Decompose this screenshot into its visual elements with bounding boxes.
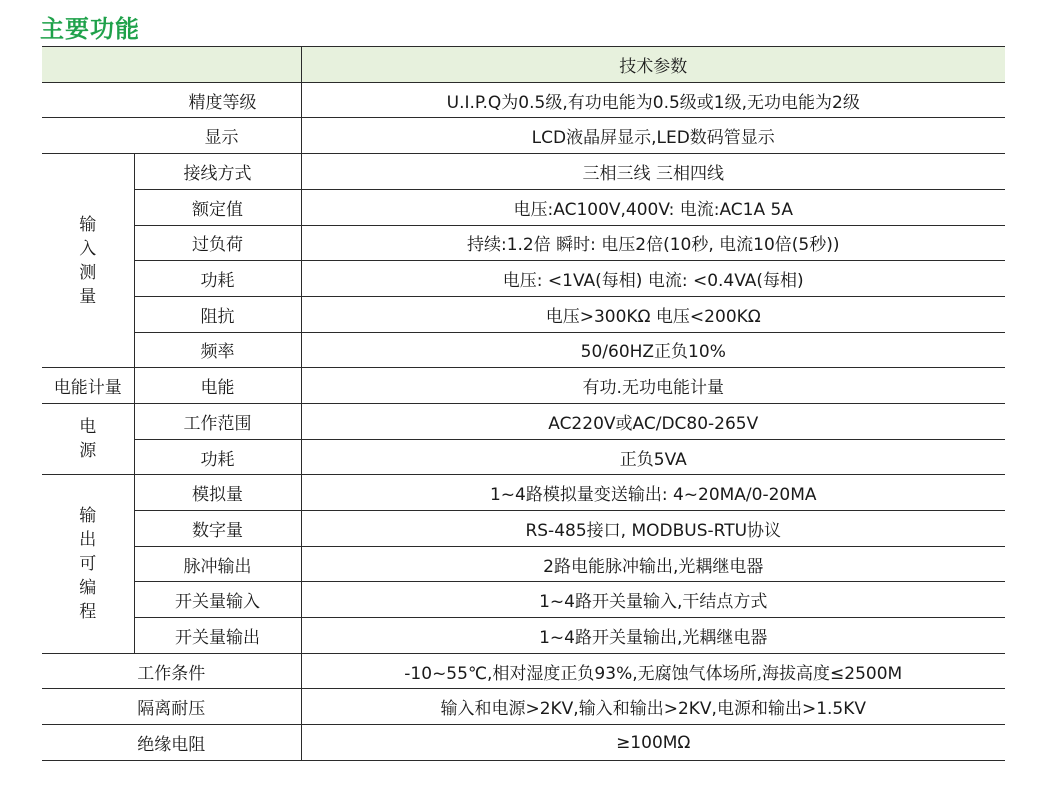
row-label: 电能 (134, 368, 301, 404)
group-label-input (42, 154, 134, 368)
row-value: AC220V或AC/DC80-265V (301, 403, 1005, 439)
table-row (42, 296, 1005, 332)
group-label-energy: 电能计量 (42, 368, 134, 404)
row-label: 接线方式 (134, 154, 301, 190)
row-label: 隔离耐压 (42, 689, 301, 725)
row-value: 1~4路开关量输出,光耦继电器 (301, 618, 1005, 654)
row-label: 精度等级 (42, 82, 301, 118)
row-value: 正负5VA (301, 439, 1005, 475)
row-label: 绝缘电阻 (42, 725, 301, 761)
row-label: 数字量 (134, 511, 301, 547)
group-label-text: 电源 (79, 417, 97, 462)
row-value: LCD液晶屏显示,LED数码管显示 (301, 118, 1005, 154)
row-value: 电压:AC100V,400V: 电流:AC1A 5A (301, 189, 1005, 225)
spec-table (42, 46, 1005, 761)
group-label-output (42, 475, 134, 653)
row-value: 50/60HZ正负10% (301, 332, 1005, 368)
table-row (42, 582, 1005, 618)
row-label: 工作范围 (134, 403, 301, 439)
row-label: 功耗 (134, 261, 301, 297)
table-row (42, 154, 1005, 190)
table-header-row (42, 47, 1005, 83)
table-row (42, 475, 1005, 511)
row-value: 1~4路开关量输入,干结点方式 (301, 582, 1005, 618)
row-value: ≥100MΩ (301, 725, 1005, 761)
row-label: 模拟量 (134, 475, 301, 511)
table-row (42, 118, 1005, 154)
row-label: 过负荷 (134, 225, 301, 261)
section-title: 主要功能 (40, 15, 140, 43)
row-label: 额定值 (134, 189, 301, 225)
table-row (42, 403, 1005, 439)
row-value: 持续:1.2倍 瞬时: 电压2倍(10秒, 电流10倍(5秒)) (301, 225, 1005, 261)
row-value: 输入和电源>2KV,输入和输出>2KV,电源和输出>1.5KV (301, 689, 1005, 725)
table-row (42, 332, 1005, 368)
table-row (42, 653, 1005, 689)
row-label: 阻抗 (134, 296, 301, 332)
row-label: 工作条件 (42, 653, 301, 689)
table-row (42, 368, 1005, 404)
header-blank-cell (42, 47, 301, 83)
table-row (42, 225, 1005, 261)
table-row (42, 511, 1005, 547)
table-row (42, 439, 1005, 475)
group-label-text: 输出可编程 (79, 506, 97, 623)
row-value: 三相三线 三相四线 (301, 154, 1005, 190)
group-label-power (42, 403, 134, 474)
group-label-text: 输入测量 (79, 214, 97, 307)
table-row (42, 618, 1005, 654)
row-value: 电压>300KΩ 电压<200KΩ (301, 296, 1005, 332)
table-row (42, 82, 1005, 118)
row-label: 开关量输出 (134, 618, 301, 654)
row-value: 1~4路模拟量变送输出: 4~20MA/0-20MA (301, 475, 1005, 511)
row-label: 功耗 (134, 439, 301, 475)
row-label: 脉冲输出 (134, 546, 301, 582)
row-value: 有功.无功电能计量 (301, 368, 1005, 404)
table-row (42, 546, 1005, 582)
row-label: 显示 (42, 118, 301, 154)
table-row (42, 689, 1005, 725)
row-value: 电压: <1VA(每相) 电流: <0.4VA(每相) (301, 261, 1005, 297)
table-row (42, 725, 1005, 761)
row-value: 2路电能脉冲输出,光耦继电器 (301, 546, 1005, 582)
table-row (42, 261, 1005, 297)
row-label: 频率 (134, 332, 301, 368)
row-value: -10~55℃,相对湿度正负93%,无腐蚀气体场所,海拔高度≤2500M (301, 653, 1005, 689)
row-label: 开关量输入 (134, 582, 301, 618)
row-value: RS-485接口, MODBUS-RTU协议 (301, 511, 1005, 547)
header-tech-params: 技术参数 (301, 47, 1005, 83)
row-value: U.I.P.Q为0.5级,有功电能为0.5级或1级,无功电能为2级 (301, 82, 1005, 118)
table-row (42, 189, 1005, 225)
